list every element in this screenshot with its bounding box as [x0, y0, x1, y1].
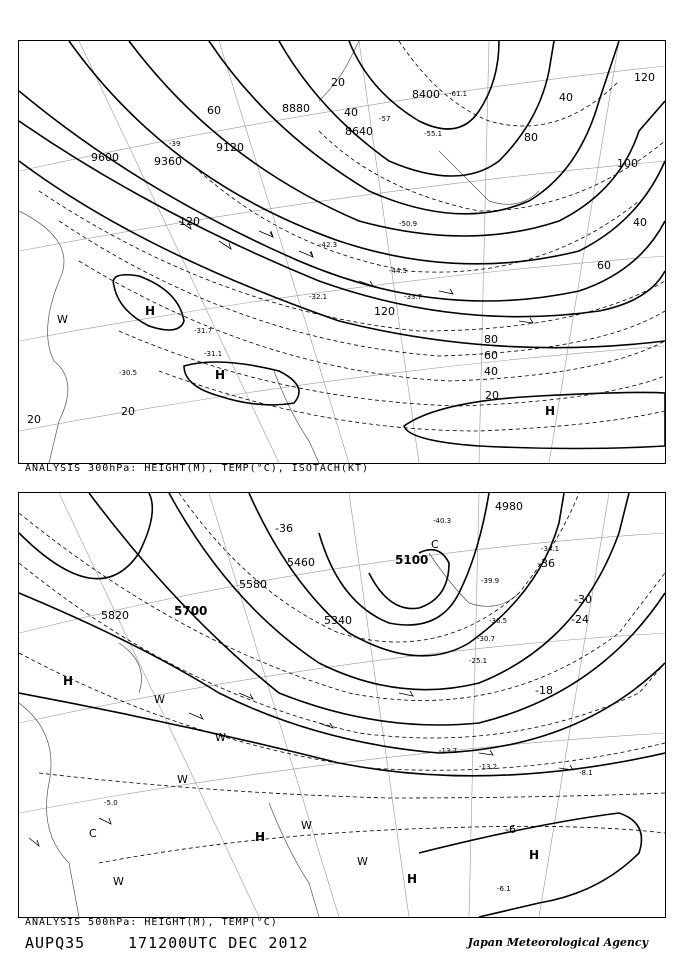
high-center-4: H	[529, 848, 540, 862]
isotach-label-40d: 40	[559, 91, 573, 104]
graticule	[19, 41, 665, 463]
isotach-label-80: 80	[484, 333, 498, 346]
analysis-300hpa-map	[18, 40, 666, 464]
cold-center-1: C	[431, 538, 439, 551]
high-center-3: H	[407, 872, 418, 886]
temp-label: -6.1	[497, 885, 511, 893]
wind-mark-w: W	[215, 731, 226, 744]
caption-300hpa: ANALYSIS 300hPa: HEIGHT(M), TEMP(°C), ISOTACH(KT)	[25, 463, 370, 474]
graticule	[19, 493, 665, 917]
temp-label: -13.7	[439, 747, 458, 755]
height-label-8400: 8400	[412, 88, 440, 101]
high-center-1: H	[145, 304, 156, 318]
height-label-8640: 8640	[345, 125, 373, 138]
isotherm-label-18: -18	[535, 684, 553, 697]
temp-label: -34.1	[541, 545, 560, 553]
isotach-label-20c: 20	[485, 389, 499, 402]
temp-label: -44.5	[389, 267, 408, 275]
temp-label: -36.5	[489, 617, 508, 625]
analysis-500hpa-map	[18, 492, 666, 918]
isotherm-label-36b: -36	[537, 557, 555, 570]
wind-mark-w: W	[301, 819, 312, 832]
temp-label: -30.7	[477, 635, 496, 643]
height-label-8880: 8880	[282, 102, 310, 115]
isotach-label-120: 120	[374, 305, 395, 318]
high-center-2: H	[215, 368, 226, 382]
isotherm-label-30: -30	[574, 593, 592, 606]
isotach-label-20: 20	[27, 413, 41, 426]
wind-mark-w: W	[57, 313, 68, 326]
isotach-label-120b: 120	[179, 215, 200, 228]
temp-label: -31.1	[204, 350, 223, 358]
high-center-1: H	[63, 674, 74, 688]
high-center-2: H	[255, 830, 266, 844]
temp-label: -33.7	[404, 293, 423, 301]
temp-label: -55.1	[424, 130, 443, 138]
height-label-5340: 5340	[324, 614, 352, 627]
valid-time: 171200UTC DEC 2012	[128, 934, 309, 952]
isotherm-lines	[19, 493, 665, 863]
wind-mark-w: W	[357, 855, 368, 868]
temp-label: -30.5	[119, 369, 138, 377]
height-label-9360: 9360	[154, 155, 182, 168]
temp-label: -8.1	[579, 769, 593, 777]
map-300hpa-svg	[19, 41, 665, 463]
isotherm-label-36: -36	[275, 522, 293, 535]
temp-label: -32.1	[309, 293, 328, 301]
isotach-label-20d: 20	[331, 76, 345, 89]
isotach-label-40: 40	[484, 365, 498, 378]
isotach-label-40c: 40	[344, 106, 358, 119]
isotach-label-60: 60	[484, 349, 498, 362]
height-label-5460: 5460	[287, 556, 315, 569]
coastline	[19, 553, 519, 917]
isotherm-label-24: -24	[571, 613, 589, 626]
isotach-label-60b: 60	[207, 104, 221, 117]
height-label-5700: 5700	[174, 604, 208, 618]
temp-label: -13.2	[479, 763, 498, 771]
product-id: AUPQ35	[25, 934, 86, 952]
height-contours	[19, 493, 665, 917]
high-center-3: H	[545, 404, 556, 418]
temp-label: -40.3	[433, 517, 452, 525]
temp-label: -61.1	[449, 90, 468, 98]
height-label-9600: 9600	[91, 151, 119, 164]
temp-label: -50.9	[399, 220, 418, 228]
map-500hpa-svg	[19, 493, 665, 917]
cold-center-2: C	[89, 827, 97, 840]
height-label-4980: 4980	[495, 500, 523, 513]
temp-label: -42.3	[319, 241, 338, 249]
height-label-5820: 5820	[101, 609, 129, 622]
height-label-5580: 5580	[239, 578, 267, 591]
isotach-label-20b: 20	[121, 405, 135, 418]
temp-label: -5.0	[104, 799, 118, 807]
high-pressure-contours	[113, 275, 665, 449]
height-label-5100: 5100	[395, 553, 429, 567]
temp-label: -57	[379, 115, 391, 123]
isotach-label-80b: 80	[524, 131, 538, 144]
agency-credit: Japan Meteorological Agency	[467, 936, 648, 949]
wind-mark-w: W	[177, 773, 188, 786]
wind-mark-w: W	[113, 875, 124, 888]
height-label-9120: 9120	[216, 141, 244, 154]
caption-500hpa: ANALYSIS 500hPa: HEIGHT(M), TEMP(°C)	[25, 917, 278, 928]
temp-label: -39	[169, 140, 181, 148]
isotach-label-100: 100	[617, 157, 638, 170]
temp-label: -39.9	[481, 577, 500, 585]
isotherm-label-6: -6	[505, 823, 516, 836]
wind-mark-w: W	[154, 693, 165, 706]
isotach-label-40b: 40	[633, 216, 647, 229]
temp-label: -25.1	[469, 657, 488, 665]
isotach-label-60c: 60	[597, 259, 611, 272]
temp-label: -31.7	[194, 327, 213, 335]
isotach-label-120c: 120	[634, 71, 655, 84]
